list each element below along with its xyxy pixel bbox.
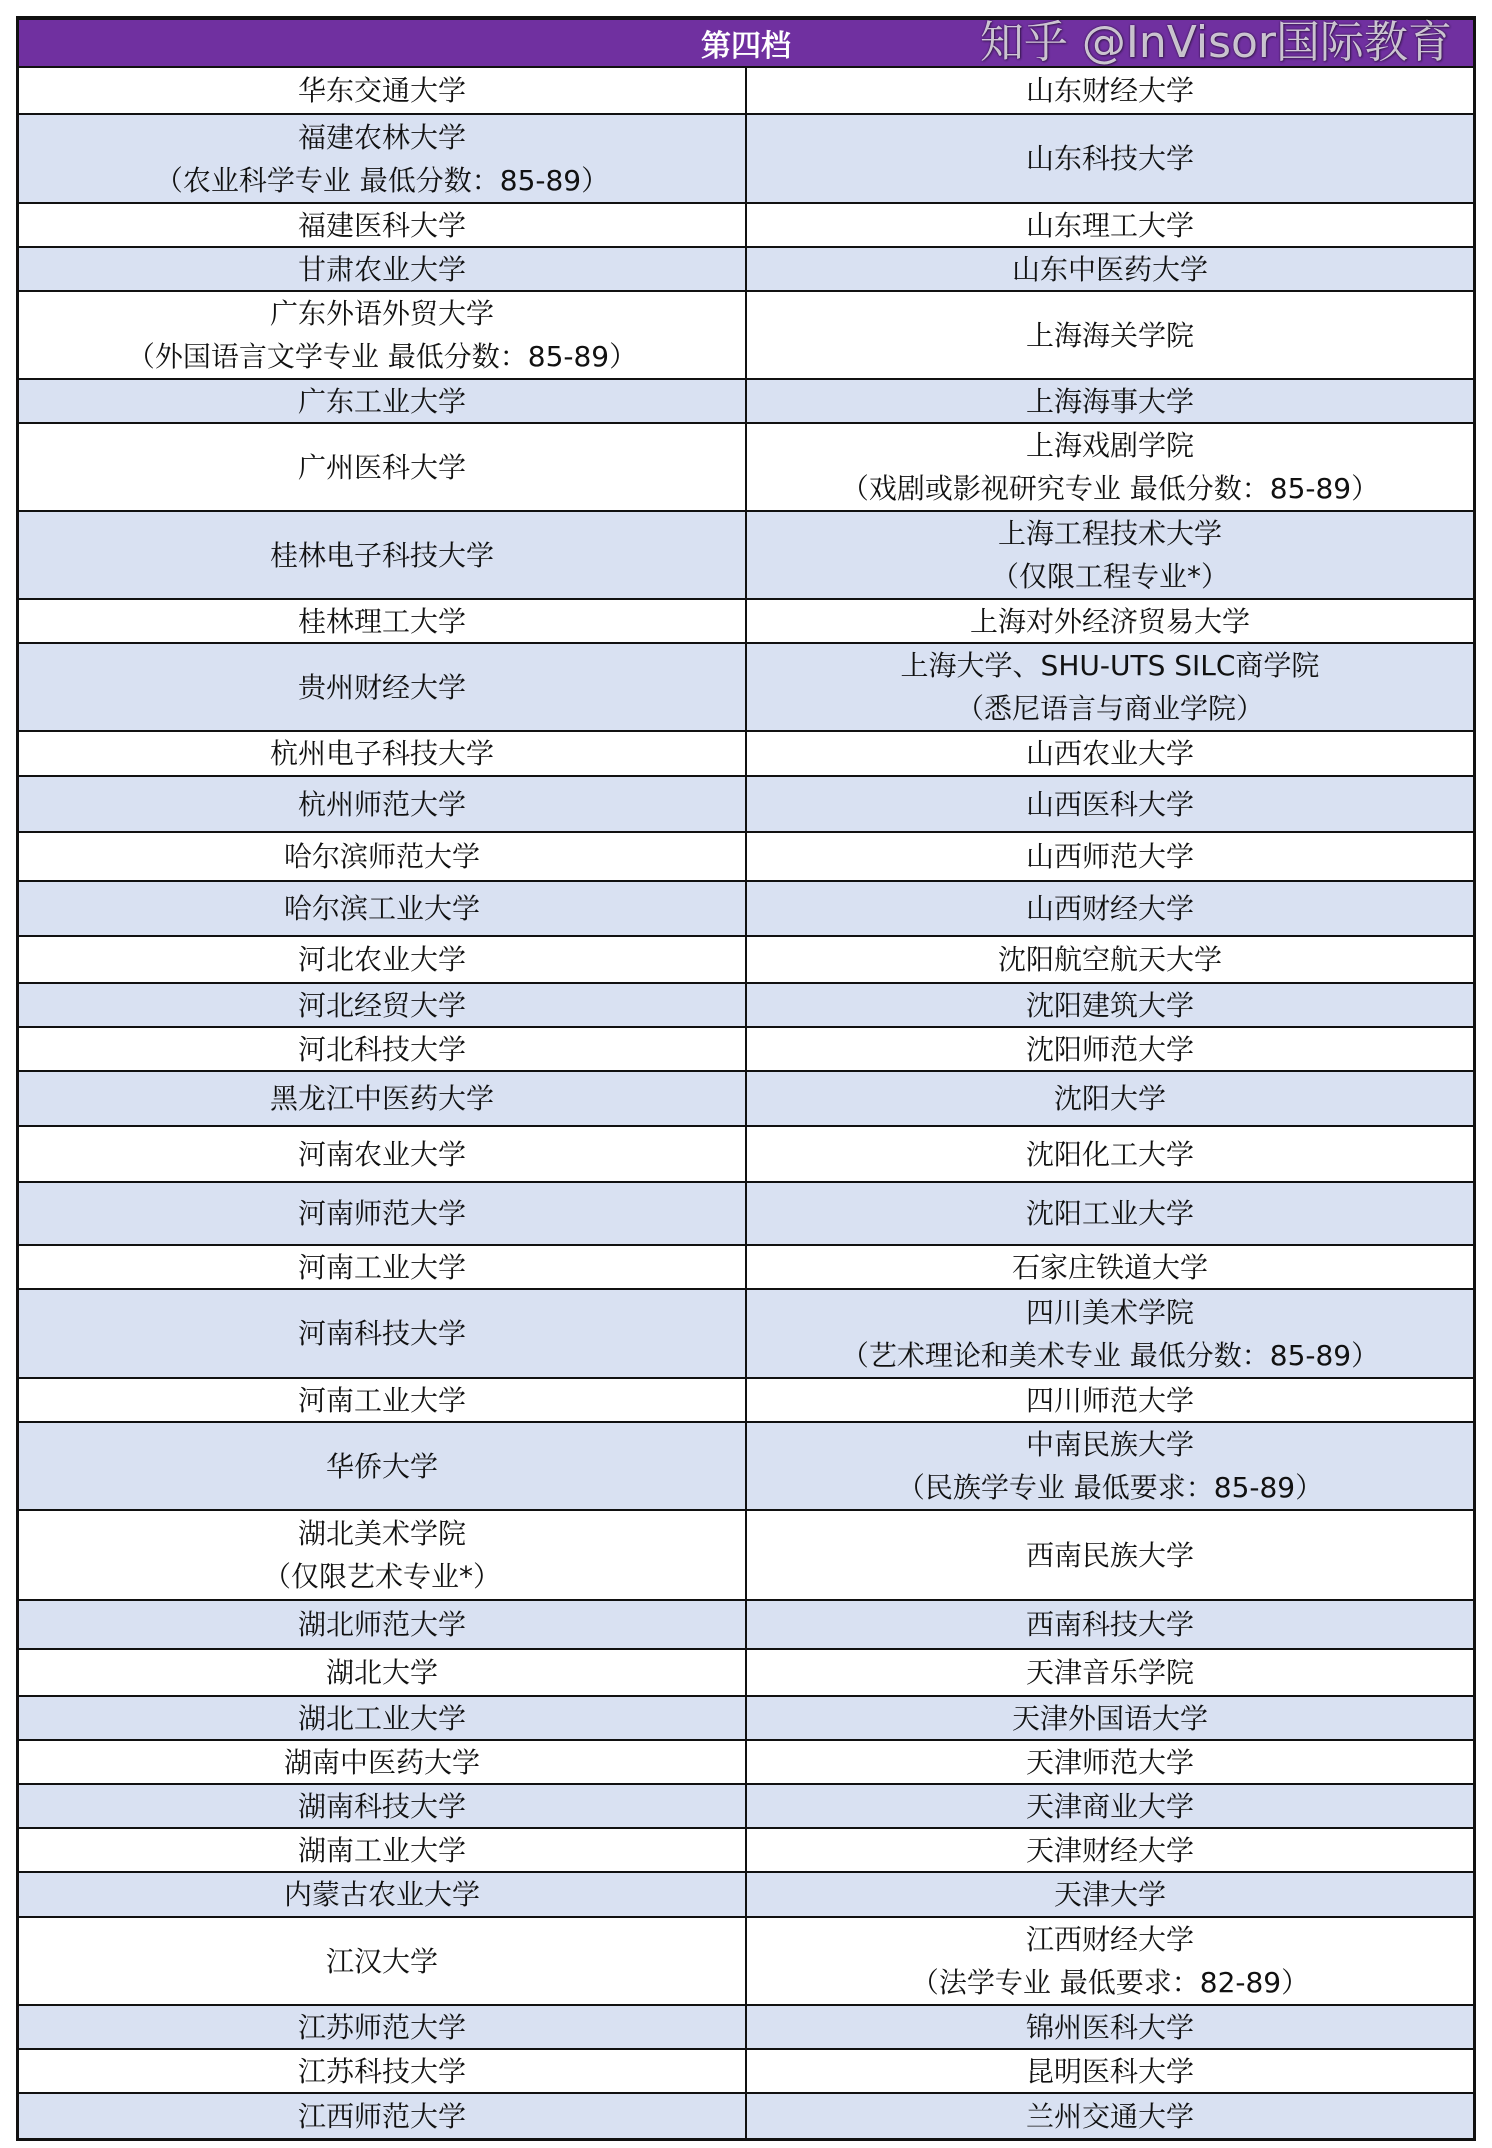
- university-name: 湖北美术学院: [297, 1517, 466, 1550]
- university-name: 桂林理工大学: [297, 604, 466, 638]
- right-cell: [747, 777, 1473, 831]
- right-cell: [747, 1918, 1473, 2004]
- university-name: 河北科技大学: [297, 1032, 466, 1066]
- left-cell: [19, 1873, 747, 1916]
- table-row: [19, 1072, 1473, 1127]
- university-name: 江苏师范大学: [297, 2010, 466, 2044]
- university-name: 沈阳大学: [1053, 1082, 1166, 1115]
- left-cell: [19, 1127, 747, 1181]
- right-cell: [747, 600, 1473, 642]
- university-name: 哈尔滨师范大学: [283, 840, 480, 873]
- university-note: （外国语言文学专业 最低分数：85-89）: [126, 340, 638, 373]
- table-row: [19, 68, 1473, 115]
- university-name: 上海海关学院: [1025, 318, 1194, 352]
- left-cell: [19, 984, 747, 1026]
- university-name: 福建医科大学: [297, 208, 466, 242]
- table-row: [19, 1601, 1473, 1650]
- university-name: 河南科技大学: [297, 1317, 466, 1350]
- table-row: [19, 204, 1473, 248]
- university-note: （农业科学专业 最低分数：85-89）: [154, 163, 610, 197]
- left-cell: [19, 204, 747, 246]
- university-name: 山西农业大学: [1025, 737, 1194, 770]
- right-cell: [747, 1379, 1473, 1421]
- university-name: 湖南科技大学: [297, 1789, 466, 1823]
- right-cell: [747, 292, 1473, 378]
- right-cell: [747, 644, 1473, 730]
- left-cell: [19, 1829, 747, 1871]
- university-name: 天津师范大学: [1025, 1745, 1194, 1779]
- university-note: （仅限工程专业*）: [990, 560, 1229, 593]
- university-name: 甘肃农业大学: [297, 252, 466, 286]
- table-row: [19, 600, 1473, 644]
- university-name: 山西医科大学: [1025, 787, 1194, 821]
- right-cell: [747, 1785, 1473, 1827]
- university-name: 山西财经大学: [1025, 892, 1194, 925]
- right-cell: [747, 833, 1473, 880]
- university-name: 山东中医药大学: [1011, 252, 1208, 286]
- right-cell: [747, 204, 1473, 246]
- right-cell: [747, 1741, 1473, 1783]
- university-name: 山东科技大学: [1025, 142, 1194, 175]
- right-cell: [747, 248, 1473, 290]
- left-cell: [19, 882, 747, 935]
- right-cell: [747, 115, 1473, 202]
- university-note: （法学专业 最低要求：82-89）: [910, 1966, 1310, 1999]
- university-name: 四川美术学院: [1025, 1295, 1194, 1329]
- left-cell: [19, 777, 747, 831]
- university-name: 西南民族大学: [1025, 1538, 1194, 1572]
- right-cell: [747, 1829, 1473, 1871]
- right-cell: [747, 984, 1473, 1026]
- university-name: 桂林电子科技大学: [269, 538, 494, 572]
- university-name: 沈阳师范大学: [1025, 1032, 1194, 1066]
- table-row: [19, 1829, 1473, 1873]
- university-name: 河南工业大学: [297, 1250, 466, 1284]
- table-row: [19, 937, 1473, 984]
- university-note: （戏剧或影视研究专业 最低分数：85-89）: [840, 472, 1380, 505]
- university-name: 江苏科技大学: [297, 2054, 466, 2088]
- left-cell: [19, 248, 747, 290]
- university-name: 兰州交通大学: [1025, 2099, 1194, 2133]
- right-cell: [747, 1246, 1473, 1288]
- left-cell: [19, 2006, 747, 2048]
- table-row: [19, 732, 1473, 777]
- university-name: 天津商业大学: [1025, 1789, 1194, 1823]
- right-cell: [747, 1697, 1473, 1739]
- university-name: 河南农业大学: [297, 1137, 466, 1171]
- university-name: 华东交通大学: [297, 74, 466, 107]
- left-cell: [19, 1741, 747, 1783]
- left-cell: [19, 1290, 747, 1377]
- university-note: （民族学专业 最低要求：85-89）: [896, 1471, 1324, 1504]
- table-row: [19, 1697, 1473, 1741]
- university-name: 广东外语外贸大学: [269, 297, 494, 330]
- university-note: （悉尼语言与商业学院）: [955, 692, 1264, 725]
- university-name: 湖北师范大学: [297, 1608, 466, 1641]
- right-cell: [747, 68, 1473, 113]
- university-name: 西南科技大学: [1025, 1608, 1194, 1641]
- left-cell: [19, 2050, 747, 2092]
- university-note: （仅限艺术专业*）: [262, 1560, 501, 1593]
- university-name: 贵州财经大学: [297, 670, 466, 704]
- university-name: 哈尔滨工业大学: [283, 892, 480, 925]
- right-cell: [747, 732, 1473, 775]
- left-cell: [19, 1183, 747, 1244]
- university-name: 河北农业大学: [297, 943, 466, 976]
- right-cell: [747, 937, 1473, 982]
- university-name: 石家庄铁道大学: [1011, 1250, 1208, 1284]
- right-cell: [747, 424, 1473, 510]
- university-name: 昆明医科大学: [1025, 2054, 1194, 2088]
- left-cell: [19, 292, 747, 378]
- table-row: [19, 1741, 1473, 1785]
- university-name: 山东财经大学: [1025, 74, 1194, 107]
- university-name: 天津大学: [1053, 1878, 1166, 1911]
- right-cell: [747, 1650, 1473, 1695]
- university-name: 锦州医科大学: [1025, 2010, 1194, 2044]
- table-row: [19, 644, 1473, 732]
- right-cell: [747, 1183, 1473, 1244]
- left-cell: [19, 1697, 747, 1739]
- table-row: [19, 1379, 1473, 1423]
- table-body: [19, 68, 1473, 2138]
- right-cell: [747, 2050, 1473, 2092]
- university-name: 天津音乐学院: [1025, 1656, 1194, 1689]
- university-name: 上海海事大学: [1025, 384, 1194, 418]
- university-name: 上海大学、SHU-UTS SILC商学院: [900, 649, 1320, 682]
- table-row: [19, 115, 1473, 204]
- table-row: [19, 2050, 1473, 2094]
- table-row: [19, 248, 1473, 292]
- table-row: [19, 424, 1473, 512]
- table-title: 第四档: [19, 20, 1473, 68]
- university-note: （艺术理论和美术专业 最低分数：85-89）: [840, 1338, 1380, 1372]
- table-row: [19, 512, 1473, 600]
- table-row: [19, 1246, 1473, 1290]
- table-row: [19, 1650, 1473, 1697]
- university-name: 四川师范大学: [1025, 1383, 1194, 1417]
- university-name: 上海戏剧学院: [1025, 429, 1194, 462]
- university-name: 内蒙古农业大学: [283, 1878, 480, 1911]
- right-cell: [747, 1028, 1473, 1070]
- university-name: 河北经贸大学: [297, 988, 466, 1022]
- university-name: 上海工程技术大学: [997, 517, 1222, 550]
- table-row: [19, 777, 1473, 833]
- university-name: 杭州师范大学: [297, 787, 466, 821]
- university-name: 江汉大学: [325, 1944, 438, 1978]
- university-name: 江西财经大学: [1025, 1923, 1194, 1956]
- university-name: 湖南工业大学: [297, 1833, 466, 1867]
- left-cell: [19, 1918, 747, 2004]
- university-name: 湖北大学: [325, 1656, 438, 1689]
- left-cell: [19, 1379, 747, 1421]
- left-cell: [19, 68, 747, 113]
- right-cell: [747, 1423, 1473, 1509]
- university-name: 湖北工业大学: [297, 1701, 466, 1735]
- left-cell: [19, 424, 747, 510]
- right-cell: [747, 1873, 1473, 1916]
- left-cell: [19, 1246, 747, 1288]
- university-name: 山东理工大学: [1025, 208, 1194, 242]
- table-row: [19, 2006, 1473, 2050]
- table-row: [19, 1918, 1473, 2006]
- university-name: 沈阳化工大学: [1025, 1137, 1194, 1171]
- university-name: 上海对外经济贸易大学: [969, 604, 1250, 638]
- university-name: 湖南中医药大学: [283, 1745, 480, 1779]
- right-cell: [747, 380, 1473, 422]
- left-cell: [19, 1511, 747, 1599]
- table-row: [19, 292, 1473, 380]
- left-cell: [19, 1650, 747, 1695]
- university-name: 广东工业大学: [297, 384, 466, 418]
- left-cell: [19, 115, 747, 202]
- table-row: [19, 1785, 1473, 1829]
- right-cell: [747, 1127, 1473, 1181]
- table-row: [19, 1290, 1473, 1379]
- university-name: 天津财经大学: [1025, 1833, 1194, 1867]
- left-cell: [19, 644, 747, 730]
- university-name: 沈阳工业大学: [1025, 1197, 1194, 1230]
- table-row: [19, 380, 1473, 424]
- university-name: 山西师范大学: [1025, 840, 1194, 873]
- table-row: [19, 1183, 1473, 1246]
- university-name: 天津外国语大学: [1011, 1701, 1208, 1735]
- left-cell: [19, 512, 747, 598]
- left-cell: [19, 937, 747, 982]
- table-row: [19, 2094, 1473, 2138]
- right-cell: [747, 2094, 1473, 2138]
- table-row: [19, 1028, 1473, 1072]
- left-cell: [19, 380, 747, 422]
- left-cell: [19, 600, 747, 642]
- left-cell: [19, 1072, 747, 1125]
- left-cell: [19, 1601, 747, 1648]
- university-name: 广州医科大学: [297, 450, 466, 484]
- left-cell: [19, 1423, 747, 1509]
- university-table: [16, 16, 1476, 2141]
- university-name: 江西师范大学: [297, 2099, 466, 2133]
- university-name: 沈阳航空航天大学: [997, 943, 1222, 976]
- left-cell: [19, 833, 747, 880]
- right-cell: [747, 1511, 1473, 1599]
- table-row: [19, 1127, 1473, 1183]
- right-cell: [747, 1072, 1473, 1125]
- right-cell: [747, 2006, 1473, 2048]
- table-row: [19, 1511, 1473, 1601]
- right-cell: [747, 512, 1473, 598]
- university-name: 河南师范大学: [297, 1197, 466, 1230]
- right-cell: [747, 1290, 1473, 1377]
- university-name: 华侨大学: [325, 1449, 438, 1483]
- right-cell: [747, 1601, 1473, 1648]
- right-cell: [747, 882, 1473, 935]
- left-cell: [19, 732, 747, 775]
- left-cell: [19, 1028, 747, 1070]
- watermark: 知乎 @InVisor国际教育: [979, 17, 1452, 68]
- table-row: [19, 984, 1473, 1028]
- university-name: 中南民族大学: [1025, 1428, 1194, 1461]
- university-name: 杭州电子科技大学: [269, 737, 494, 770]
- left-cell: [19, 2094, 747, 2138]
- table-row: [19, 1423, 1473, 1511]
- university-name: 黑龙江中医药大学: [269, 1082, 494, 1115]
- table-row: [19, 882, 1473, 937]
- table-row: [19, 833, 1473, 882]
- left-cell: [19, 1785, 747, 1827]
- university-name: 沈阳建筑大学: [1025, 988, 1194, 1022]
- table-row: [19, 1873, 1473, 1918]
- university-name: 河南工业大学: [297, 1383, 466, 1417]
- university-name: 福建农林大学: [297, 120, 466, 154]
